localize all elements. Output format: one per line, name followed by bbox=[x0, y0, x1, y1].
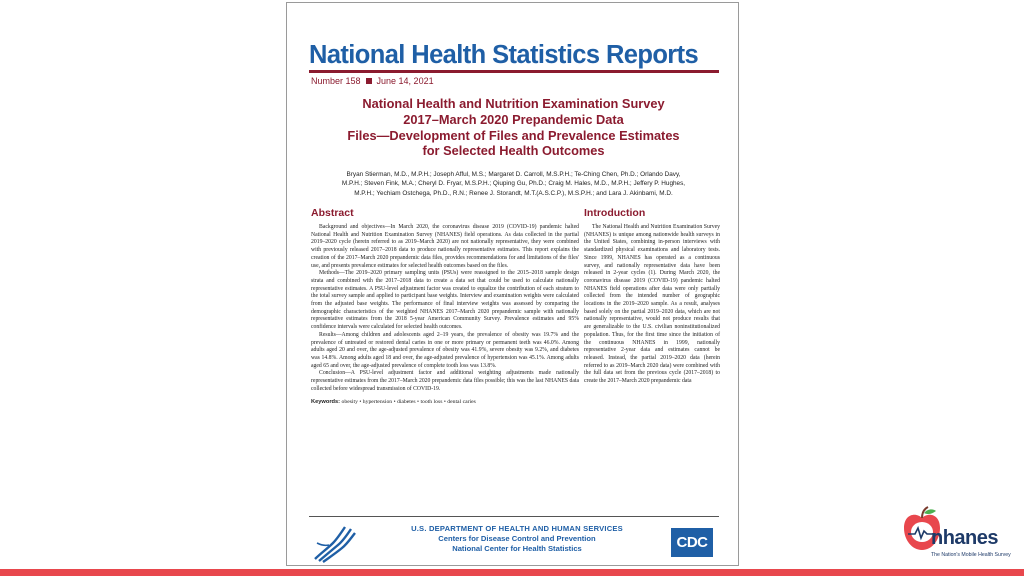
abstract-paragraph: Background and objectives—In March 2020, the coronavirus disease 2019 (COVID-19) pandemic halted National Health and Nutrition Examination Survey (NHANES) field operations. As data collected in the partial 2019–2020 cycle (herein referred to as 2019–March 2020) are not nationally representative, they were combined with previously released 2017–2018 data to produce nationally representative estimates. This report explains the creation of the 2017–March 2020 prepandemic data files, provides recommendations for and limitations of the files' use, and presents prevalence estimates for selected health outcomes based on the files. bbox=[311, 224, 579, 269]
separator-square-icon bbox=[366, 78, 372, 84]
introduction-heading: Introduction bbox=[584, 207, 646, 219]
author-line: M.P.H.; Yechiam Ostchega, Ph.D., R.N.; Renee J. Storandt, M.T.(A.S.C.P.), M.S.P.H.; and Lara J. Akinbami, M.D. bbox=[354, 189, 673, 197]
abstract-paragraph: Methods—The 2019–2020 primary sampling units (PSUs) were reassigned to the 2015–2018 sample design strata and combined with the 2017–2018 data to create a data set that could be used to calculate nationally representative estimates. A PSU-level adjustment factor was created to equalize the contribution of each stratum to the total survey sample and applied to participant base weights. Interview and examination weights were calculated from the adjusted base weights. The performance of final interview weights was assessed by comparing the demographic characteristics of the weighted NHANES 2017–March 2020 prepandemic sample with nationally representative estimates from the 2018 5-year American Community Survey. Prevalence estimates and 95% confidence intervals were calculated for selected health outcomes. bbox=[311, 270, 579, 331]
bottom-accent-bar bbox=[0, 569, 1024, 576]
abstract-paragraph: Results—Among children and adolescents aged 2–19 years, the prevalence of obesity was 19.7% and the prevalence of untreated or restored dental caries in one or more primary or permanent teeth was 46.0%. Among adults aged 20 and over, the age-adjusted prevalence of obesity was 41.9%, severe obesity was 9.2%, and diabetes was 14.8%. Among adults aged 18 and over, the age-adjusted prevalence of hypertension was 45.1%. Among adults aged 65 and over, the age-adjusted prevalence of complete tooth loss was 13.8%. bbox=[311, 331, 579, 369]
footer-rule bbox=[309, 516, 719, 517]
masthead-rule bbox=[309, 70, 719, 73]
title-line: 2017–March 2020 Prepandemic Data bbox=[403, 111, 624, 127]
issue-line bbox=[311, 76, 434, 86]
abstract-column bbox=[311, 207, 579, 405]
hhs-department-name: U.S. DEPARTMENT OF HEALTH AND HUMAN SERVICES bbox=[411, 524, 623, 533]
issue-date: June 14, 2021 bbox=[376, 76, 434, 86]
author-line: M.P.H.; Steven Fink, M.A.; Cheryl D. Fryar, M.S.P.H.; Qiuping Gu, Ph.D.; Craig M. Hales, M.D., M.P.H.; Jeffery P. Hughes, bbox=[341, 180, 686, 188]
title-line: for Selected Health Outcomes bbox=[422, 143, 605, 159]
abstract-body bbox=[311, 224, 579, 393]
abstract-paragraph: Conclusion—A PSU-level adjustment factor and additional weighting adjustments made nationally representative estimates from the 2017–March 2020 prepandemic data files possible; this was the last NHANES data collected before widespread transmission of COVID-19. bbox=[311, 370, 579, 392]
title-line: National Health and Nutrition Examination Survey bbox=[362, 96, 665, 111]
introduction-paragraph: The National Health and Nutrition Examination Survey (NHANES) is unique among nationwide health surveys in the United States, combining in-person interviews with standardized physical examinations and laboratory tests. Since 1999, NHANES has operated as a continuous survey, and nationally representative data have been released in 2-year cycles (1). During March 2020, the coronavirus disease 2019 (COVID-19) pandemic halted NHANES field operations after data were only partially collected from the intended number of geographic locations in the 2019–2020 sample. As a result, analyses based solely on the partial 2019–2020 data, which are not nationally representative, would not produce results that are generalizable to the U.S. civilian noninstitutionalized population. Thus, for the first time since the initiation of the continuous NHANES in 1999, nationally representative 2-year data and estimates cannot be released. Instead, the partial 2019–2020 data (herein referred to as 2019–March 2020 data) were combined with the full data set from the previous cycle (2017–2018) to create the 2017–March 2020 prepandemic data bbox=[584, 224, 720, 385]
footer-agency-block bbox=[387, 524, 647, 554]
introduction-body bbox=[584, 224, 720, 386]
keywords bbox=[311, 399, 579, 405]
author-list bbox=[311, 170, 716, 198]
abstract-heading: Abstract bbox=[311, 207, 354, 219]
cdc-logo: CDC bbox=[671, 528, 713, 557]
nhanes-tagline: The Nation's Mobile Health Survey bbox=[931, 552, 1011, 558]
nhanes-logo bbox=[900, 500, 1020, 568]
nhanes-wordmark: nhanes bbox=[931, 527, 999, 549]
keywords-label: Keywords: bbox=[311, 399, 341, 406]
report-page bbox=[286, 2, 739, 566]
title-line: Files—Development of Files and Prevalence Estimates bbox=[347, 127, 680, 143]
masthead: National Health Statistics Reports bbox=[309, 41, 699, 69]
author-line: Bryan Stierman, M.D., M.P.H.; Joseph Afful, M.S.; Margaret D. Carroll, M.S.P.H.; Te-Ching Chen, Ph.D.; Orlando Davy, bbox=[346, 171, 681, 178]
introduction-column bbox=[584, 207, 720, 386]
cdc-name: Centers for Disease Control and Prevention bbox=[438, 534, 596, 543]
hhs-eagle-logo-icon bbox=[311, 523, 359, 563]
keywords-list: obesity • hypertension • diabetes • tooth loss • dental caries bbox=[341, 399, 476, 406]
report-title bbox=[317, 96, 710, 159]
nchs-name: National Center for Health Statistics bbox=[452, 544, 582, 553]
issue-number: Number 158 bbox=[311, 76, 361, 86]
